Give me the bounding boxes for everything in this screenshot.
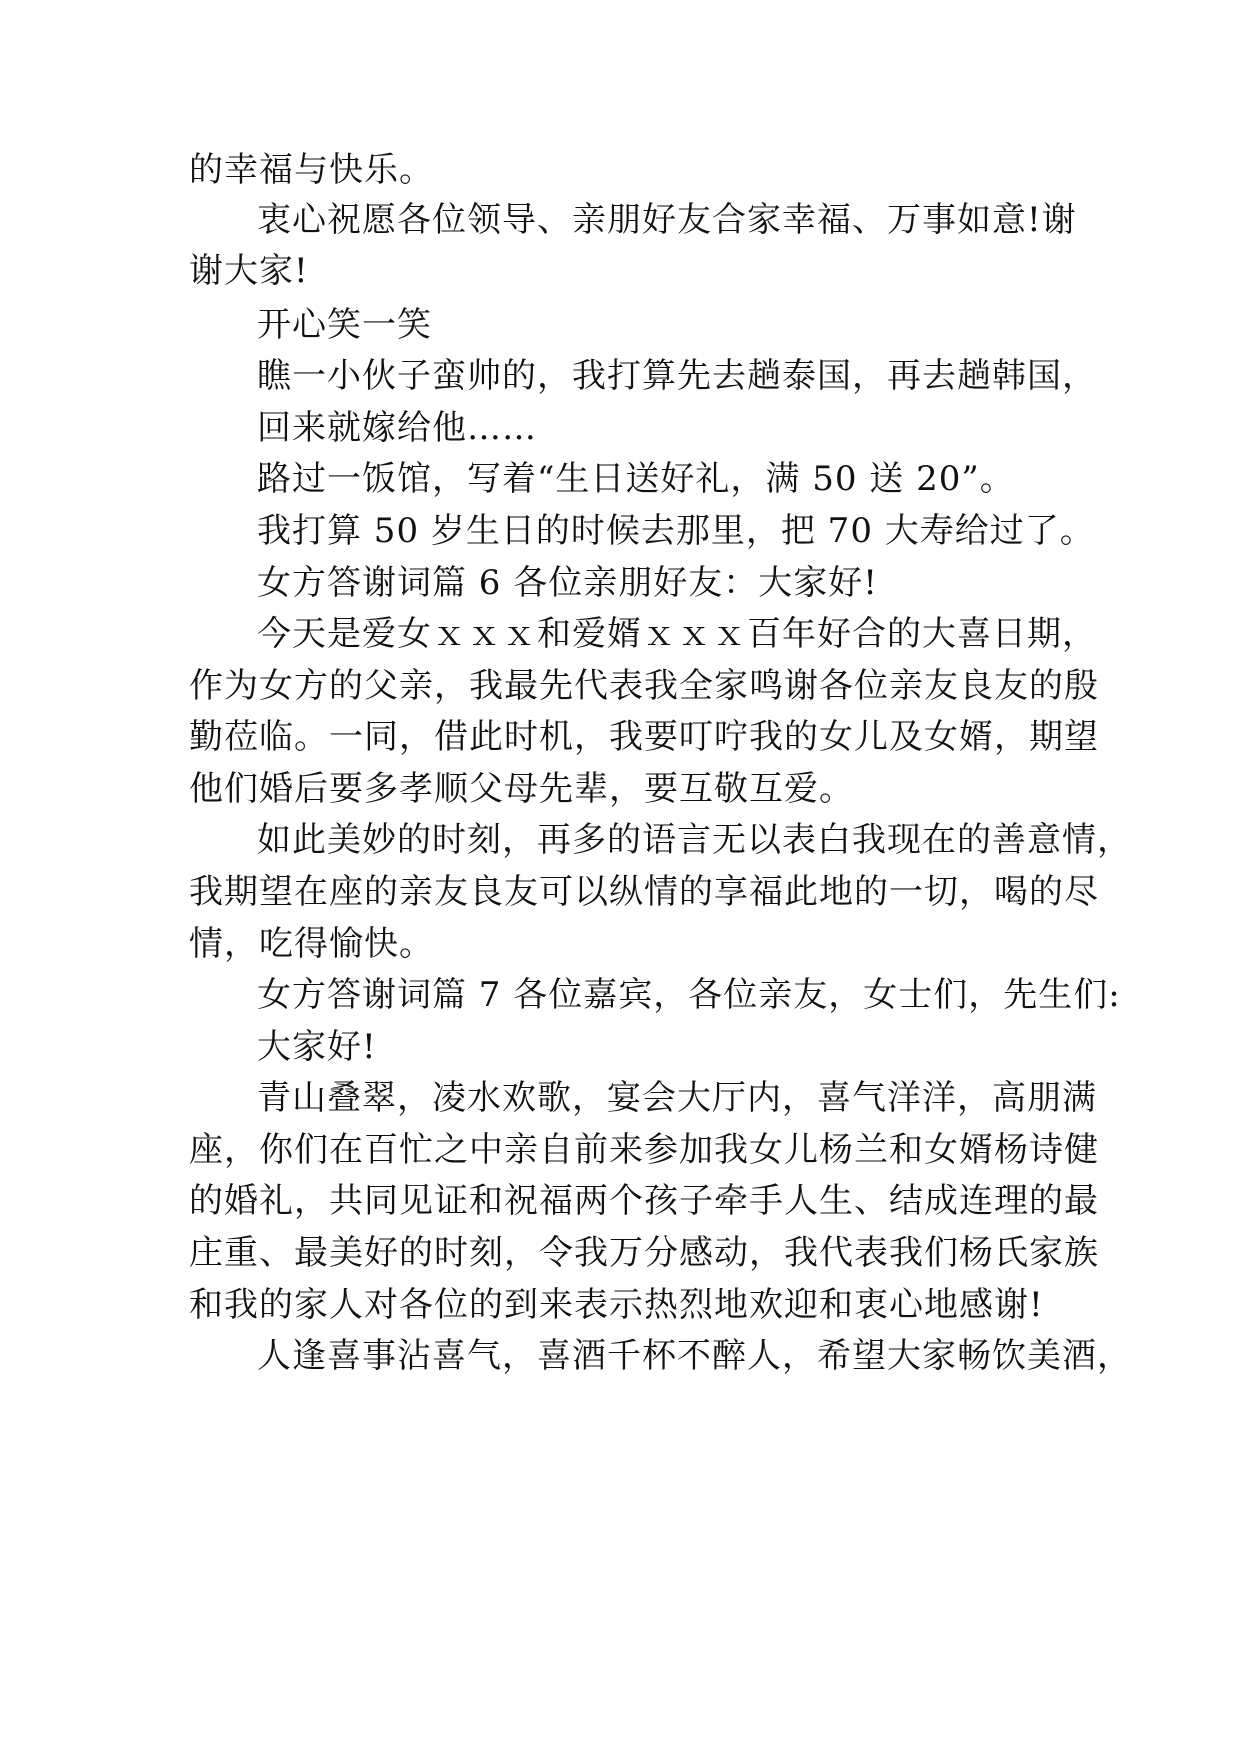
text-line: 大家好! — [257, 1027, 377, 1067]
text-line: 座，你们在百忙之中亲自前来参加我女儿杨兰和女婿杨诗健 — [189, 1130, 1099, 1170]
text-line: 勤莅临。一同，借此时机，我要叮咛我的女儿及女婿，期望 — [189, 717, 1099, 757]
text-line: 瞧一小伙子蛮帅的，我打算先去趟泰国，再去趟韩国， — [257, 356, 1097, 396]
text-line: 女方答谢词篇 6 各位亲朋好友：大家好! — [257, 563, 878, 603]
text-line: 作为女方的父亲，我最先代表我全家鸣谢各位亲友良友的殷 — [189, 666, 1099, 706]
text-line: 如此美妙的时刻，再多的语言无以表白我现在的善意情， — [257, 820, 1132, 860]
text-line: 开心笑一笑 — [257, 305, 432, 345]
text-line: 的幸福与快乐。 — [189, 150, 434, 190]
text-line: 路过一饭馆，写着“生日送好礼，满 50 送 20”。 — [257, 459, 1015, 499]
text-line: 青山叠翠，凌水欢歌，宴会大厅内，喜气洋洋，高朋满 — [257, 1078, 1097, 1118]
text-line: 今天是爱女ｘｘｘ和爱婿ｘｘｘ百年好合的大喜日期， — [257, 614, 1097, 654]
text-line: 情，吃得愉快。 — [189, 924, 434, 964]
text-line: 他们婚后要多孝顺父母先辈，要互敬互爱。 — [189, 769, 854, 809]
text-line: 我打算 50 岁生日的时候去那里，把 70 大寿给过了。 — [257, 511, 1095, 551]
text-line: 衷心祝愿各位领导、亲朋好友合家幸福、万事如意!谢 — [257, 200, 1077, 240]
text-line: 庄重、最美好的时刻，令我万分感动，我代表我们杨氏家族 — [189, 1233, 1099, 1273]
text-line: 谢大家! — [189, 251, 309, 291]
text-line: 女方答谢词篇 7 各位嘉宾，各位亲友，女士们，先生们: — [257, 975, 1121, 1015]
text-line: 我期望在座的亲友良友可以纵情的享福此地的一切，喝的尽 — [189, 872, 1099, 912]
text-line: 人逢喜事沾喜气，喜酒千杯不醉人，希望大家畅饮美酒， — [257, 1336, 1132, 1376]
text-line: 的婚礼，共同见证和祝福两个孩子牵手人生、结成连理的最 — [189, 1181, 1099, 1221]
text-line: 回来就嫁给他…… — [257, 408, 537, 448]
text-line: 和我的家人对各位的到来表示热烈地欢迎和衷心地感谢! — [189, 1285, 1044, 1325]
